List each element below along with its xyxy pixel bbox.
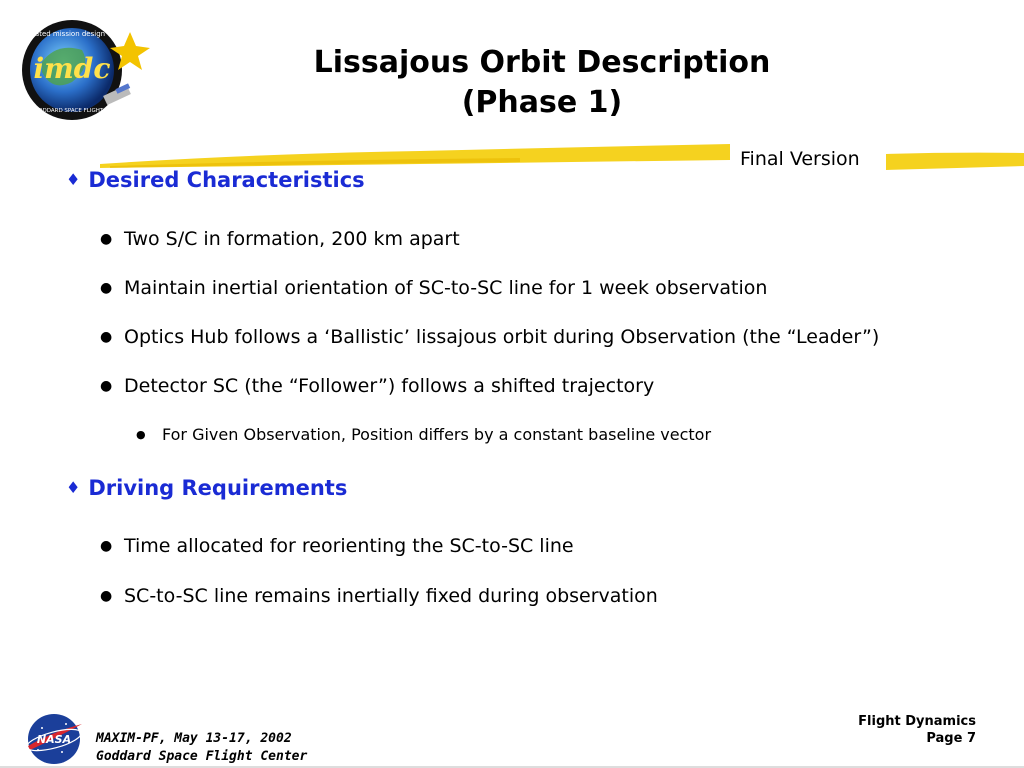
bullet-text: Maintain inertial orientation of SC-to-SC line for 1 week observation xyxy=(124,277,768,299)
bullet-icon: ● xyxy=(100,588,113,604)
bullet-icon: ● xyxy=(136,428,146,441)
bullet-icon: ● xyxy=(100,538,113,554)
bullet-icon: ● xyxy=(100,378,113,394)
bullet-icon: ● xyxy=(100,231,113,247)
highlight-stroke-left xyxy=(100,140,732,170)
footer-center: Goddard Space Flight Center xyxy=(96,749,308,764)
logo-wordmark: imdc xyxy=(33,52,111,85)
bullet-item xyxy=(100,228,460,250)
bullet-text: Two S/C in formation, 200 km apart xyxy=(124,228,460,250)
sub-bullet-item xyxy=(136,425,711,444)
sub-bullet-text: For Given Observation, Position differs by a constant baseline vector xyxy=(162,425,712,444)
bullet-text: Optics Hub follows a ‘Ballistic’ lissajous orbit during Observation (the “Leader”) xyxy=(124,326,880,348)
bullet-item xyxy=(100,585,658,607)
section-heading-text: Desired Characteristics xyxy=(88,168,365,192)
bullet-item xyxy=(100,535,574,557)
section-heading-text: Driving Requirements xyxy=(88,476,348,500)
logo-ring-top: integrated mission design center xyxy=(14,30,130,38)
page-title: Lissajous Orbit Description xyxy=(313,45,771,80)
diamond-bullet-icon: ♦ xyxy=(66,170,81,189)
footer-right xyxy=(858,713,976,747)
logo-ring-bottom: NASA GODDARD SPACE FLIGHT CENTER xyxy=(16,108,128,114)
bullet-icon: ● xyxy=(100,329,113,345)
section-heading-driving xyxy=(66,476,347,500)
bullet-icon: ● xyxy=(100,280,113,296)
nasa-wordmark: NASA xyxy=(36,733,72,746)
highlight-stroke-right xyxy=(886,150,1024,172)
bullet-text: SC-to-SC line remains inertially fixed during observation xyxy=(124,585,658,607)
final-version-stamp: Final Version xyxy=(740,148,860,170)
bullet-text: Time allocated for reorienting the SC-to-SC line xyxy=(124,535,574,557)
section-heading-desired xyxy=(66,168,365,192)
bullet-item xyxy=(100,326,879,348)
diamond-bullet-icon: ♦ xyxy=(66,478,81,497)
footer-dept: Flight Dynamics xyxy=(858,714,976,729)
footer-left xyxy=(96,730,307,766)
footer-page: Page 7 xyxy=(926,731,976,746)
bullet-item xyxy=(100,375,654,397)
nasa-logo xyxy=(22,712,86,766)
page-subtitle: (Phase 1) xyxy=(461,85,623,120)
bullet-item xyxy=(100,277,767,299)
footer-event: MAXIM-PF, May 13-17, 2002 xyxy=(96,731,292,746)
bullet-text: Detector SC (the “Follower”) follows a shifted trajectory xyxy=(124,375,655,397)
